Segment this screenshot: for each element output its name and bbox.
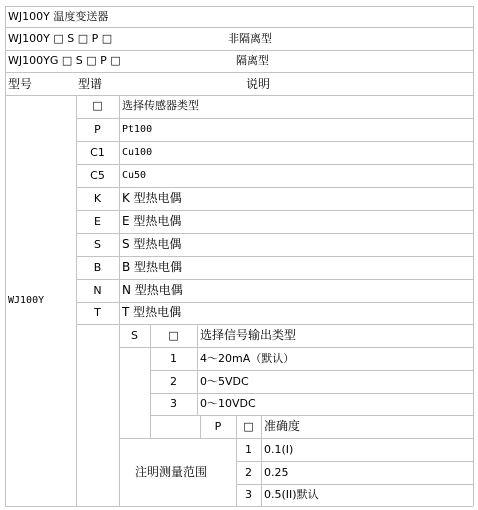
precision-option-desc: 0.5(II)默认	[264, 488, 319, 501]
sensor-code: T	[94, 306, 101, 319]
sensor-desc: E 型热电偶	[122, 214, 182, 228]
sensor-code: □	[92, 99, 103, 112]
sensor-desc: N 型热电偶	[122, 283, 183, 297]
signal-option-code: 3	[170, 397, 177, 410]
sensor-code: E	[94, 215, 101, 228]
sensor-code: C1	[90, 146, 105, 159]
grid-line	[76, 187, 473, 188]
sensor-desc: T 型热电偶	[122, 305, 182, 319]
grid-line	[76, 141, 473, 142]
sensor-code: P	[94, 123, 101, 136]
sensor-desc: Pt100	[122, 124, 153, 135]
precision-option-code: 1	[245, 443, 252, 456]
column-header-spectrum: 型谱	[78, 77, 103, 91]
sensor-code: B	[93, 261, 102, 274]
column-header-model: 型号	[8, 77, 33, 91]
signal-code: S	[131, 329, 138, 342]
model-desc-nonisolated: 非隔离型	[228, 32, 272, 45]
measurement-range-note: 注明测量范围	[135, 465, 208, 479]
model-code-nonisolated: WJ100Y □ S □ P □	[8, 32, 113, 45]
grid-line	[76, 210, 473, 211]
grid-line	[150, 370, 473, 371]
sensor-code: N	[93, 284, 102, 297]
table-title: WJ100Y 温度变送器	[8, 10, 109, 23]
precision-code: P	[214, 420, 222, 433]
grid-line	[120, 438, 473, 439]
grid-line	[76, 279, 473, 280]
grid-line	[473, 6, 474, 506]
sensor-desc: 选择传感器类型	[122, 99, 199, 112]
sensor-desc: B 型热电偶	[122, 260, 183, 274]
precision-option-code: 3	[245, 488, 252, 501]
grid-line	[5, 506, 473, 507]
grid-line	[76, 233, 473, 234]
grid-line	[76, 118, 473, 119]
sensor-code: C5	[90, 169, 105, 182]
signal-option-desc: 0～10VDC	[200, 397, 256, 410]
grid-line	[236, 461, 473, 462]
sensor-code: K	[93, 192, 102, 205]
sensor-desc: Cu50	[122, 170, 147, 181]
grid-line	[5, 72, 473, 73]
signal-option-code: 2	[170, 375, 177, 388]
sensor-desc: K 型热电偶	[122, 191, 182, 205]
grid-line	[5, 6, 6, 506]
model-code-isolated: WJ100YG □ S □ P □	[8, 54, 121, 67]
signal-option-desc: 0～5VDC	[200, 375, 249, 388]
sensor-desc: Cu100	[122, 147, 153, 158]
sensor-code: S	[94, 238, 101, 251]
signal-title: 选择信号输出类型	[200, 328, 297, 342]
precision-title: 准确度	[264, 419, 301, 433]
grid-line	[197, 324, 198, 415]
precision-option-code: 2	[245, 466, 252, 479]
grid-line	[5, 27, 473, 28]
grid-line	[76, 302, 473, 303]
grid-line	[120, 347, 473, 348]
grid-line	[76, 164, 473, 165]
grid-line	[5, 6, 473, 7]
model-name: WJ100Y	[8, 295, 45, 306]
grid-line	[119, 324, 120, 506]
grid-line	[76, 324, 473, 325]
grid-line	[5, 50, 473, 51]
signal-option-desc: 4～20mA（默认）	[200, 352, 295, 365]
precision-box: □	[243, 420, 254, 433]
signal-box: □	[168, 329, 179, 342]
precision-option-desc: 0.1(I)	[264, 443, 294, 456]
grid-line	[150, 415, 473, 416]
grid-line	[119, 95, 120, 324]
column-header-description: 说明	[246, 77, 271, 91]
grid-line	[261, 415, 262, 506]
model-desc-isolated: 隔离型	[236, 54, 269, 67]
sensor-desc: S 型热电偶	[122, 237, 182, 251]
signal-option-code: 1	[170, 352, 177, 365]
precision-option-desc: 0.25	[264, 466, 289, 479]
grid-line	[236, 484, 473, 485]
grid-line	[150, 393, 473, 394]
grid-line	[76, 256, 473, 257]
